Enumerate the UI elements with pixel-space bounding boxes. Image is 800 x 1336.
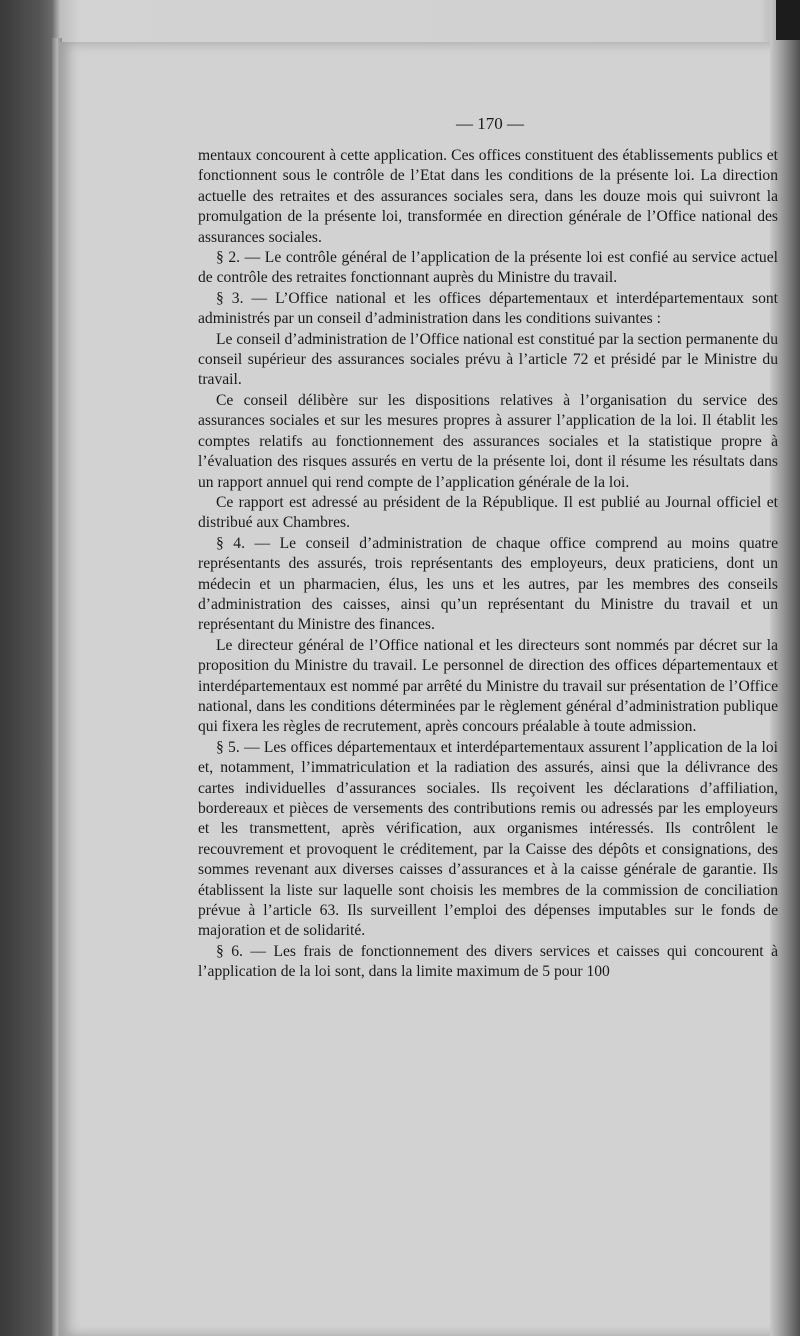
paragraph: § 5. — Les offices départementaux et interdépartementaux assurent l’application de la loi et, notamment, l’immatriculation et la radiation des assurés, ainsi que la délivrance des cartes individuelles d’assurances sociales. Ils reçoivent les déclarations d’affiliation, bordereaux et pièces de versements des contributions remis ou adressés par les employeurs et les transmettent, après vérification, aux organismes intéressés. Ils contrôlent le recouvrement et provoquent le créditement, par la Caisse des dépôts et consignations, des sommes revenant aux diverses caisses d’assurances et à la caisse générale de garantie. Ils établissent la liste sur laquelle sont choisis les membres de la commission de conciliation prévue à l’article 63. Ils surveillent l’emploi des dépenses imputables sur le fonds de majoration et de solidarité. [198,738,778,940]
scan-corner [776,0,800,40]
document-body [198,146,778,983]
paragraph: Le directeur général de l’Office national et les directeurs sont nommés par décret sur la proposition du Ministre du travail. Le personnel de direction des offices départementaux et interdépartementaux est nommé par arrêté du Ministre du travail sur présentation de l’Office national, dans les conditions déterminées par le règlement général d’administration publique qui fixera les règles de recrutement, après concours préalable à toute admission. [198,636,778,736]
page-number [0,114,800,134]
paragraph: § 6. — Les frais de fonctionnement des divers services et caisses qui concourent à l’application de la loi sont, dans la limite maximum de 5 pour 100 [198,942,778,981]
page-number-text: — 170 — [456,114,524,133]
paragraph: Ce conseil délibère sur les dispositions relatives à l’organisation du service des assurances sociales et sur les mesures propres à assurer l’application de la loi. Il établit les comptes relatifs au fonctionnement des assurances sociales et la statistique propre à l’évaluation des risques assurés en vertu de la présente loi, dont il résume les résultats dans un rapport annuel qui rend compte de l’application générale de la loi. [198,391,778,491]
paragraph: Le conseil d’administration de l’Office national est constitué par la section permanente du conseil supérieur des assurances sociales prévu à l’article 72 et présidé par le Ministre du travail. [198,330,778,389]
paragraph: mentaux concourent à cette application. Ces offices constituent des établissements publics et fonctionnent sous le contrôle de l’Etat dans les conditions de la présente loi. La direction actuelle des retraites et des assurances sociales sera, dans les douze mois qui suivront la promulgation de la présente loi, transformée en direction générale de l’Office national des assurances sociales. [198,147,778,246]
paragraph: Ce rapport est adressé au président de la République. Il est publié au Journal officiel et distribué aux Chambres. [198,493,778,532]
paragraph: § 3. — L’Office national et les offices départementaux et interdépartementaux sont administrés par un conseil d’administration dans les conditions suivantes : [198,289,778,328]
paragraph: § 2. — Le contrôle général de l’application de la présente loi est confié au service actuel de contrôle des retraites fonctionnant auprès du Ministre du travail. [198,249,778,287]
paragraph: § 4. — Le conseil d’administration de chaque office comprend au moins quatre représentants des assurés, trois représentants des employeurs, deux praticiens, dont un médecin et un pharmacien, élus, les uns et les autres, par les membres des conseils d’administration des caisses, ainsi qu’un représentant du Ministre du travail et un représentant du Ministre des finances. [198,534,778,634]
